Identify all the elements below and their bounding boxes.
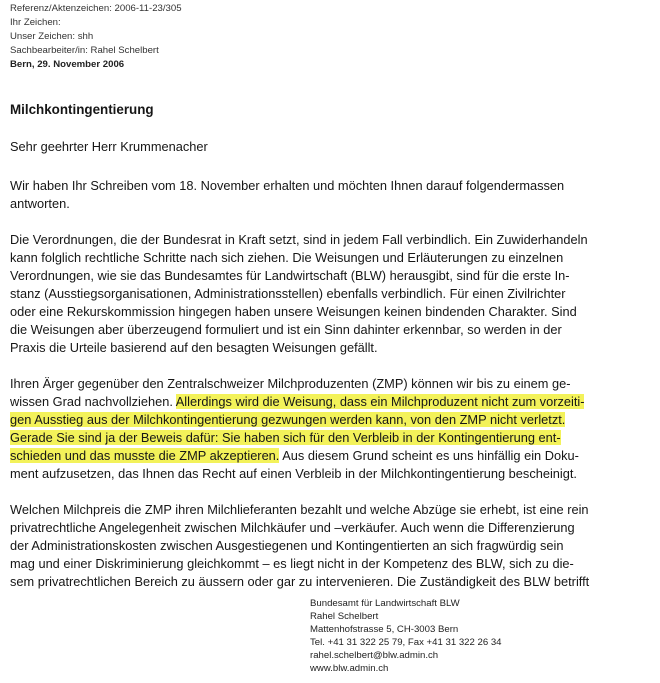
- paragraph-4: [10, 501, 660, 591]
- text-line: [10, 537, 660, 555]
- text-segment: die Weisungen aber überzeugend formuliert und ist ein Sinn dahinter erkennbar, so werden in der: [10, 322, 562, 337]
- highlighted-text: schieden und das musste die ZMP akzeptieren.: [10, 448, 280, 463]
- text-segment: stanz (Ausstiegsorganisationen, Administrationsstellen) ebenfalls verbindlich. Für einen Zivilrichter: [10, 286, 566, 301]
- text-line: [10, 303, 660, 321]
- text-segment: Welchen Milchpreis die ZMP ihren Milchlieferanten bezahlt und welche Abzüge sie erhebt, ist eine rein: [10, 502, 589, 517]
- text-segment: Ihren Ärger gegenüber den Zentralschweizer Milchproduzenten (ZMP) können wir bis zu einem ge-: [10, 376, 571, 391]
- text-line: [10, 231, 660, 249]
- text-line: [10, 195, 660, 213]
- highlighted-text: Gerade Sie sind ja der Beweis dafür: Sie haben sich für den Verbleib in der Kontingentierung ent-: [10, 430, 561, 445]
- our-reference: Unser Zeichen: shh: [10, 31, 94, 42]
- text-segment: privatrechtliche Angelegenheit zwischen Milchkäufer und –verkäufer. Auch wenn die Differenzierung: [10, 520, 575, 535]
- text-segment: der Administrationskosten zwischen Ausgestiegenen und Kontingentierten an sich fragwürdig sein: [10, 538, 564, 553]
- text-line: [10, 339, 660, 357]
- letter-date: Bern, 29. November 2006: [10, 59, 125, 70]
- text-segment: Aus diesem Grund scheint es uns hinfällig ein Doku-: [279, 448, 579, 463]
- letter-subject: Milchkontingentierung: [10, 102, 154, 117]
- text-line: [10, 501, 660, 519]
- paragraph-1: [10, 177, 660, 213]
- sender-email: rahel.schelbert@blw.admin.ch: [310, 650, 439, 661]
- sender-address: Mattenhofstrasse 5, CH-3003 Bern: [310, 624, 459, 635]
- sender-name: Rahel Schelbert: [310, 611, 379, 622]
- text-segment: Die Verordnungen, die der Bundesrat in Kraft setzt, sind in jedem Fall verbindlich. Ein Zuwiderhandeln: [10, 232, 588, 247]
- text-line: [10, 393, 660, 411]
- text-line: [10, 321, 660, 339]
- text-line: [10, 411, 660, 429]
- text-line: [10, 555, 660, 573]
- text-segment: oder eine Rekurskommission hingegen haben unsere Weisungen keinen bindenden Charakter. Sind: [10, 304, 577, 319]
- text-segment: Praxis die Urteile basierend auf den besagten Weisungen gefällt.: [10, 340, 378, 355]
- text-line: [10, 285, 660, 303]
- letter-header: [10, 2, 182, 72]
- text-line: [10, 573, 660, 591]
- text-segment: Wir haben Ihr Schreiben vom 18. November erhalten und möchten Ihnen darauf folgendermassen: [10, 178, 565, 193]
- your-reference: Ihr Zeichen:: [10, 17, 61, 28]
- text-line: [10, 177, 660, 195]
- text-segment: Verordnungen, wie sie das Bundesamtes für Landwirtschaft (BLW) herausgibt, sind für die erste In-: [10, 268, 570, 283]
- text-line: [10, 519, 660, 537]
- sender-website: www.blw.admin.ch: [310, 663, 389, 674]
- clerk-name: Sachbearbeiter/in: Rahel Schelbert: [10, 45, 159, 56]
- text-segment: kann folglich rechtliche Schritte nach sich ziehen. Die Weisungen und Erläuterungen zu einzelnen: [10, 250, 564, 265]
- text-segment: ment aufzusetzen, das Ihnen das Recht auf einen Verbleib in der Milchkontingentierung bescheinigt.: [10, 466, 577, 481]
- paragraph-3: [10, 375, 660, 483]
- sender-signature-block: [310, 597, 502, 675]
- text-line: [10, 249, 660, 267]
- text-line: [10, 465, 660, 483]
- text-line: [10, 429, 660, 447]
- text-line: [10, 375, 660, 393]
- text-segment: mag und einer Diskriminierung gleichkommt – es liegt nicht in der Kompetenz des BLW, sich zu die-: [10, 556, 574, 571]
- salutation: Sehr geehrter Herr Krummenacher: [10, 139, 208, 154]
- paragraph-2: [10, 231, 660, 357]
- highlighted-text: Allerdings wird die Weisung, dass ein Milchproduzent nicht zum vorzeiti-: [175, 394, 585, 409]
- text-line: [10, 267, 660, 285]
- text-segment: wissen Grad nachvollziehen.: [10, 394, 176, 409]
- highlighted-text: gen Ausstieg aus der Milchkontingentierung gezwungen werden kann, von den ZMP nicht verletzt.: [10, 412, 566, 427]
- sender-organization: Bundesamt für Landwirtschaft BLW: [310, 598, 460, 609]
- sender-phone-fax: Tel. +41 31 322 25 79, Fax +41 31 322 26 34: [310, 637, 502, 648]
- text-segment: antworten.: [10, 196, 70, 211]
- text-segment: sem privatrechtlichen Bereich zu äussern oder gar zu intervenieren. Die Zuständigkeit des BLW betrifft: [10, 574, 590, 589]
- text-line: [10, 447, 660, 465]
- reference-number: Referenz/Aktenzeichen: 2006-11-23/305: [10, 3, 182, 14]
